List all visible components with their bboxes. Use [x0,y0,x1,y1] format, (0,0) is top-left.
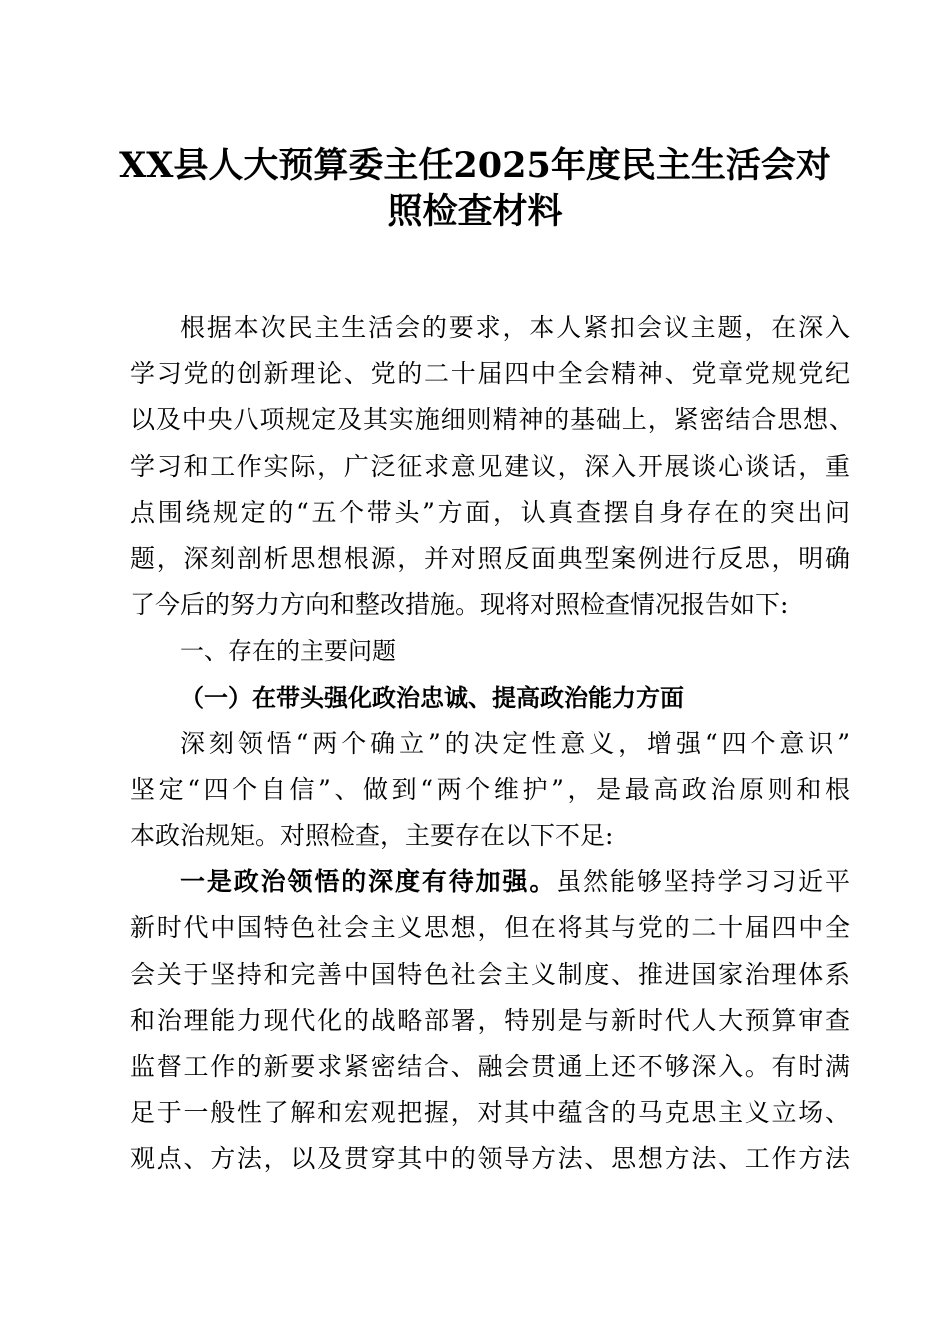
point-line: 和治理能力现代化的战略部署，特别是与新时代人大预算审查 [130,1005,850,1035]
subsection-heading: （一）在带头强化政治忠诚、提高政治能力方面 [180,682,684,712]
point-line: 足于一般性了解和宏观把握，对其中蕴含的马克思主义立场、 [130,1098,850,1128]
point-line: 观点、方法，以及贯穿其中的领导方法、思想方法、工作方法 [130,1144,850,1174]
point-line: 监督工作的新要求紧密结合、融会贯通上还不够深入。有时满 [130,1052,850,1081]
point-first-rest: 虽然能够坚持学习习近平 [556,867,850,897]
document-body [130,305,854,1183]
intro-line: 题，深刻剖析思想根源，并对照反面典型案例进行反思，明确 [130,543,850,573]
subsection-line: 本政治规矩。对照检查，主要存在以下不足: [130,821,614,851]
document-title-line-1: XX县人大预算委主任2025年度民主生活会对 [119,145,831,186]
point-lead: 一是政治领悟的深度有待加强。 [180,867,557,897]
intro-line: 学习党的创新理论、党的二十届四中全会精神、党章党规党纪 [130,359,850,389]
intro-line: 了今后的努力方向和整改措施。现将对照检查情况报告如下: [130,590,789,620]
intro-line: 学习和工作实际，广泛征求意见建议，深入开展谈心谈话，重 [130,451,850,481]
section-heading: 一、存在的主要问题 [180,637,396,666]
intro-line: 根据本次民主生活会的要求，本人紧扣会议主题，在深入 [180,313,850,342]
subsection-line: 深刻领悟“两个确立”的决定性意义，增强“四个意识” [180,728,850,758]
subsection-line: 坚定“四个自信”、做到“两个维护”，是最高政治原则和根 [130,774,850,804]
intro-line: 以及中央八项规定及其实施细则精神的基础上，紧密结合思想、 [130,405,854,435]
point-line: 会关于坚持和完善中国特色社会主义制度、推进国家治理体系 [130,959,850,989]
point-first-line [130,859,850,905]
document-title-line-2: 照检查材料 [387,191,563,232]
point-line: 新时代中国特色社会主义思想，但在将其与党的二十届四中全 [130,913,850,943]
intro-line: 点围绕规定的“五个带头”方面，认真查摆自身存在的突出问 [130,497,850,527]
